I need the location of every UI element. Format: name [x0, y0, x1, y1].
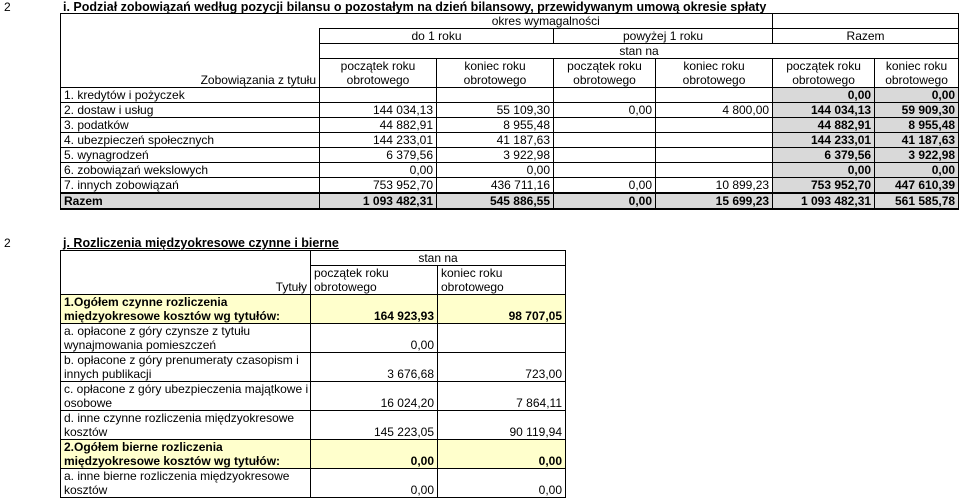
s2-header-obr: obrotowego: [438, 280, 566, 295]
cell-value: 16 024,20: [311, 396, 438, 411]
cell-value: 0,00: [554, 178, 656, 194]
cell-value: [554, 163, 656, 178]
cell-value: 0,00: [554, 103, 656, 118]
row-label-line1: 1.Ogółem czynne rozliczenia: [61, 295, 311, 310]
row-label-line2: kosztów: [61, 483, 311, 498]
cell-value: [438, 338, 566, 353]
row-label-line2: międzyokresowe kosztów wg tytułów:: [61, 454, 311, 469]
cell-value: 0,00: [875, 88, 959, 103]
cell-value: [320, 88, 437, 103]
cell-value: [554, 133, 656, 148]
cell-value: 145 223,05: [311, 425, 438, 440]
cell-value: 164 923,93: [311, 309, 438, 324]
list-item: [61, 396, 566, 411]
header-pow1: powyżej 1 roku: [554, 29, 773, 44]
cell-spacer: [311, 469, 438, 484]
table-row: [61, 163, 959, 178]
list-item: [61, 483, 566, 498]
list-item: [61, 454, 566, 469]
section2-title: j. Rozliczenia międzyokresowe czynne i bierne: [63, 236, 339, 250]
cell-value: [656, 133, 773, 148]
cell-spacer: [438, 353, 566, 368]
cell-value: 0,00: [773, 163, 875, 178]
cell-value: 98 707,05: [438, 309, 566, 324]
list-item: [61, 324, 566, 339]
cell-value: 15 699,23: [656, 193, 773, 209]
row-label: 7. innych zobowiązań: [61, 178, 320, 194]
cell-value: 59 909,30: [875, 103, 959, 118]
list-item: [61, 425, 566, 440]
cell-value: 90 119,94: [438, 425, 566, 440]
cell-value: 10 899,23: [656, 178, 773, 194]
row-label: Razem: [61, 193, 320, 209]
list-item: [61, 338, 566, 353]
list-item: [61, 367, 566, 382]
row-label-line2: osobowe: [61, 396, 311, 411]
row-label: 2. dostaw i usług: [61, 103, 320, 118]
cell-value: 1 093 482,31: [320, 193, 437, 209]
header-kon: koniec roku: [437, 59, 554, 74]
row-label-line2: wynajmowania pomieszczeń: [61, 338, 311, 353]
header-okres: okres wymagalności: [320, 14, 773, 29]
header-obr: obrotowego: [773, 73, 875, 88]
row-label-line2: międzyokresowe kosztów wg tytułów:: [61, 309, 311, 324]
cell-spacer: [311, 353, 438, 368]
list-item: [61, 469, 566, 484]
cell-value: 436 711,16: [437, 178, 554, 194]
row-label: 4. ubezpieczeń społecznych: [61, 133, 320, 148]
s2-header-pocz: początek roku: [311, 266, 438, 281]
header-razem: Razem: [773, 29, 959, 44]
cell-value: 41 187,63: [437, 133, 554, 148]
cell-value: 4 800,00: [656, 103, 773, 118]
cell-value: 6 379,56: [773, 148, 875, 163]
list-item: [61, 353, 566, 368]
cell-value: 753 952,70: [773, 178, 875, 194]
header-tytul: Zobowiązania z tytułu: [61, 73, 320, 88]
s2-header-obr: obrotowego: [311, 280, 438, 295]
table-row: [61, 118, 959, 133]
cell-value: 0,00: [320, 163, 437, 178]
table-row: [61, 88, 959, 103]
row-label-line1: d. inne czynne rozliczenia międzyokresowe: [61, 411, 311, 426]
header-obr: obrotowego: [437, 73, 554, 88]
cell-value: [554, 148, 656, 163]
s2-header-kon: koniec roku: [438, 266, 566, 281]
cell-value: 8 955,48: [875, 118, 959, 133]
cell-value: [656, 118, 773, 133]
cell-spacer: [311, 295, 438, 310]
cell-value: 8 955,48: [437, 118, 554, 133]
row-label-line1: c. opłacone z góry ubezpieczenia majątkowe i: [61, 382, 311, 397]
cell-value: [554, 88, 656, 103]
table-row: [61, 178, 959, 194]
row-label: 3. podatków: [61, 118, 320, 133]
cell-value: 55 109,30: [437, 103, 554, 118]
cell-value: 6 379,56: [320, 148, 437, 163]
cell-spacer: [311, 411, 438, 426]
row-label-line2: kosztów: [61, 425, 311, 440]
section2-number: 2: [4, 236, 11, 250]
cell-value: 144 034,13: [320, 103, 437, 118]
cell-value: 0,00: [311, 483, 438, 498]
header-kon: koniec roku: [875, 59, 959, 74]
cell-spacer: [311, 440, 438, 455]
header-obr: obrotowego: [320, 73, 437, 88]
row-label: 6. zobowiązań wekslowych: [61, 163, 320, 178]
cell-spacer: [438, 324, 566, 339]
table-row: [61, 103, 959, 118]
header-pocz: początek roku: [554, 59, 656, 74]
cell-value: [656, 163, 773, 178]
cell-spacer: [438, 382, 566, 397]
header-stan: stan na: [320, 44, 959, 59]
header-do1: do 1 roku: [320, 29, 554, 44]
table-row: [61, 133, 959, 148]
list-item: [61, 382, 566, 397]
cell-value: 545 886,55: [437, 193, 554, 209]
row-label: 5. wynagrodzeń: [61, 148, 320, 163]
cell-value: 0,00: [311, 454, 438, 469]
row-label-line2: innych publikacji: [61, 367, 311, 382]
table-row: [61, 148, 959, 163]
row-label: 1. kredytów i pożyczek: [61, 88, 320, 103]
row-label-line1: a. opłacone z góry czynsze z tytułu: [61, 324, 311, 339]
header-obr: obrotowego: [554, 73, 656, 88]
cell-value: 0,00: [438, 483, 566, 498]
cell-value: 0,00: [773, 88, 875, 103]
list-item: [61, 440, 566, 455]
cell-value: 561 585,78: [875, 193, 959, 209]
cell-value: [554, 118, 656, 133]
cell-value: 3 922,98: [437, 148, 554, 163]
header-obr: obrotowego: [875, 73, 959, 88]
cell-value: [437, 88, 554, 103]
list-item: [61, 411, 566, 426]
cell-value: 44 882,91: [320, 118, 437, 133]
cell-value: 44 882,91: [773, 118, 875, 133]
list-item: [61, 295, 566, 310]
cell-value: 723,00: [438, 367, 566, 382]
row-label-line1: 2.Ogółem bierne rozliczenia: [61, 440, 311, 455]
s2-header-stan: stan na: [311, 251, 566, 266]
cell-value: 7 864,11: [438, 396, 566, 411]
cell-value: 41 187,63: [875, 133, 959, 148]
cell-spacer: [438, 469, 566, 484]
cell-value: 0,00: [875, 163, 959, 178]
cell-value: 144 034,13: [773, 103, 875, 118]
cell-value: 3 676,68: [311, 367, 438, 382]
cell-value: 0,00: [311, 338, 438, 353]
cell-value: 0,00: [554, 193, 656, 209]
cell-value: 144 233,01: [320, 133, 437, 148]
cell-value: 144 233,01: [773, 133, 875, 148]
cell-value: [656, 148, 773, 163]
header-obr: obrotowego: [656, 73, 773, 88]
liabilities-table: [60, 13, 959, 210]
cell-value: 1 093 482,31: [773, 193, 875, 209]
header-pocz: początek roku: [320, 59, 437, 74]
cell-spacer: [311, 324, 438, 339]
accruals-table: [60, 250, 566, 498]
cell-spacer: [438, 295, 566, 310]
list-item: [61, 309, 566, 324]
cell-spacer: [438, 440, 566, 455]
header-kon: koniec roku: [656, 59, 773, 74]
cell-value: 0,00: [438, 454, 566, 469]
section1-title: i. Podział zobowiązań według pozycji bilansu o pozostałym na dzień bilansowy, przewidywanym umową okresie spłaty: [63, 0, 767, 14]
cell-spacer: [438, 411, 566, 426]
section1-number: 2: [4, 0, 11, 14]
header-pocz: początek roku: [773, 59, 875, 74]
cell-value: 447 610,39: [875, 178, 959, 194]
cell-value: 3 922,98: [875, 148, 959, 163]
row-label-line1: b. opłacone z góry prenumeraty czasopism i: [61, 353, 311, 368]
cell-value: [656, 88, 773, 103]
row-label-line1: a. inne bierne rozliczenia międzyokresowe: [61, 469, 311, 484]
s2-header-tytuly: Tytuły: [61, 280, 311, 295]
cell-spacer: [311, 382, 438, 397]
table-row: [61, 193, 959, 209]
cell-value: 0,00: [437, 163, 554, 178]
cell-value: 753 952,70: [320, 178, 437, 194]
